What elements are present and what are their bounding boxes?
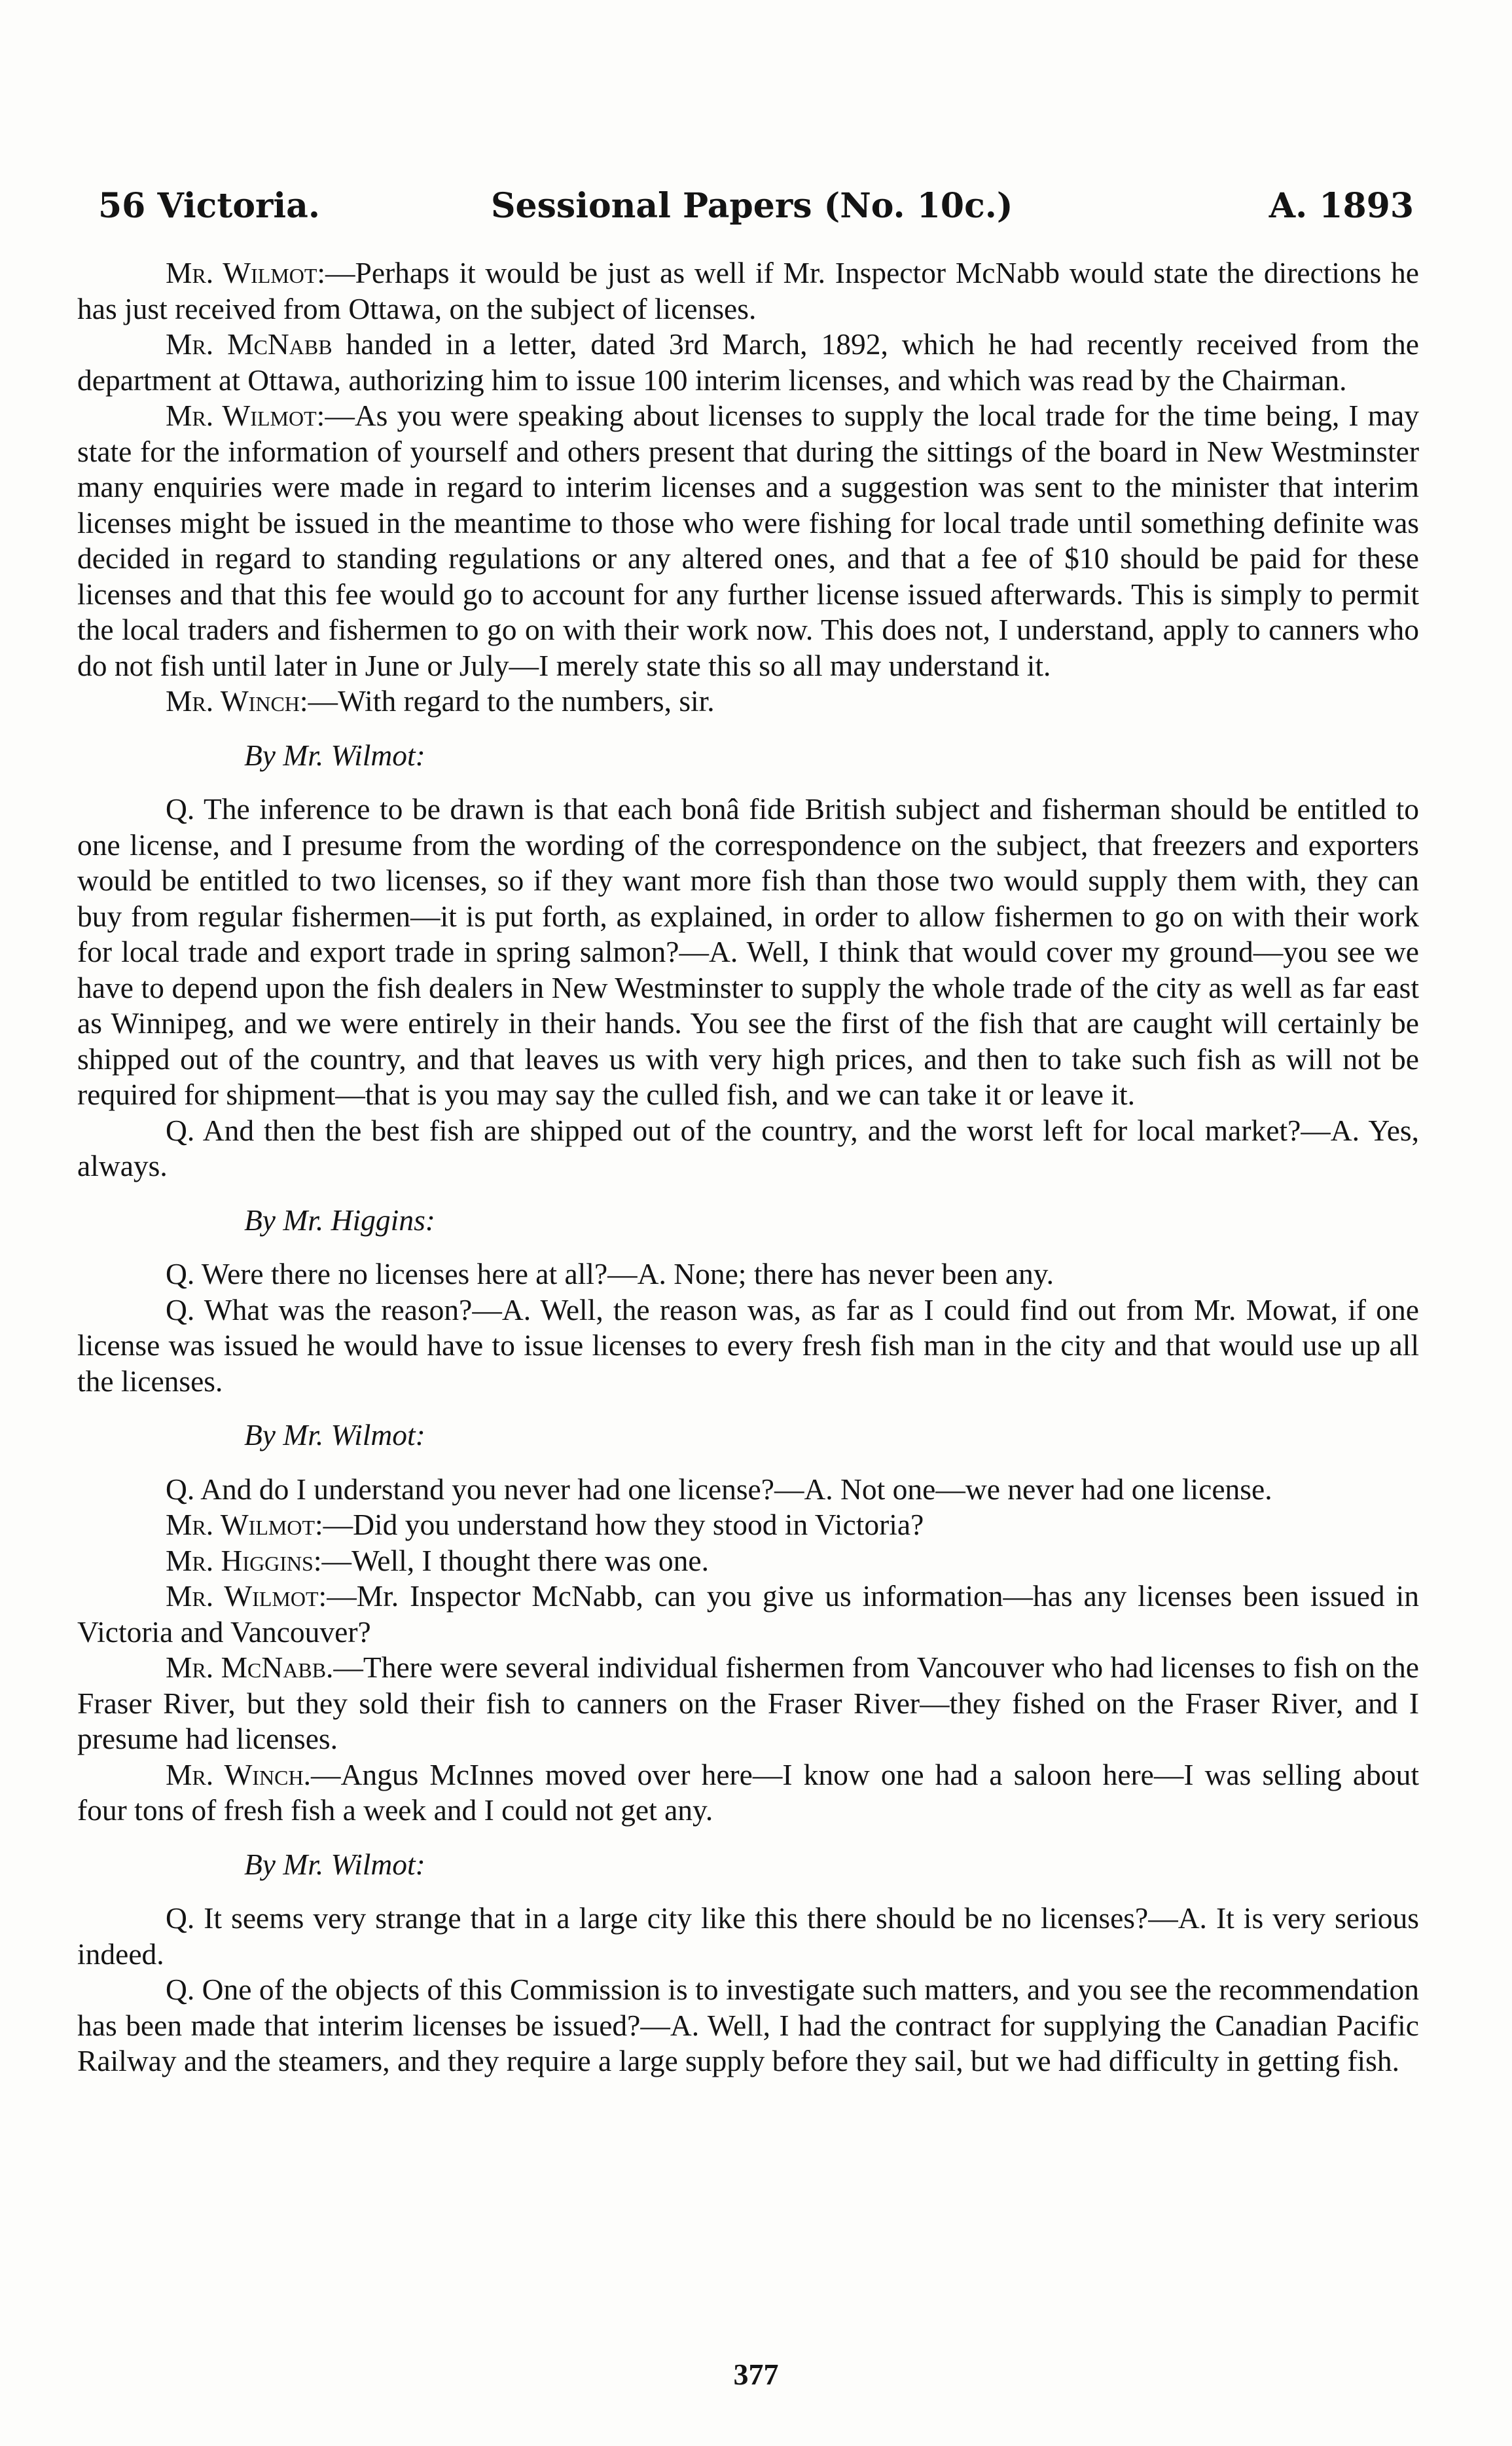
paragraph [77, 327, 1419, 398]
paragraph-text: :—Did you understand how they stood in Victoria? [315, 1508, 924, 1541]
question-answer: Q. The inference to be drawn is that each bonâ fide British subject and fisherman should be entitled to one license, and I presume from the wording of the correspondence on the subject, that freezers and exporters would be entitled to two licenses, so if they want more fish than those two would supply them with, they can buy from regular fishermen—it is put forth, as explained, in order to allow fishermen to go on with their work for local trade and export trade in spring salmon?—A. Well, I think that would cover my ground—you see we have to depend upon the fish dealers in New Westminster to supply the whole trade of the city as well as far east as Winnipeg, and we were entirely in their hands. You see the first of the fish that are caught will certainly be shipped out of the country, and that leaves us with very high prices, and then to take such fish as will not be required for shipment—that is you may say the culled fish, and we can take it or leave it. [77, 792, 1419, 1111]
page-header [98, 177, 1414, 236]
speaker-name: Mr. Wilmot [166, 1508, 315, 1541]
paragraph [77, 1757, 1419, 1829]
section-byline: By Mr. Wilmot: [244, 1418, 425, 1451]
page-number: 377 [733, 2358, 779, 2391]
question-answer [77, 1472, 1419, 1508]
speaker-name: Mr. McNabb [166, 327, 333, 361]
paragraph [77, 1507, 1419, 1543]
speaker-name: Mr. Winch. [166, 1757, 311, 1791]
paragraph-text: :—As you were speaking about licenses to supply the local trade for the time being, I may state for the information of yourself and others present that during the sittings of the board in New Westminster many enquiries were made in regard to interim licenses and a suggestion was sent to the minister that interim licenses might be issued in the meantime to those who were fishing for local trade until something definite was decided in regard to standing regulations or any altered ones, and that a fee of $10 should be paid for these licenses and that this fee would go to account for any further license issued afterwards. This is simply to permit the local traders and fishermen to go on with their work now. This does not, I understand, apply to canners who do not fish until later in June or July—I merely state this so all may understand it. [77, 399, 1419, 682]
paragraph-text: handed in a letter, dated 3rd March, 1892, which he had recently received from the department at Ottawa, authorizing him to issue 100 interim licenses, and which was read by the Chairman. [77, 327, 1419, 397]
question-answer: Q. And then the best fish are shipped out of the country, and the worst left for local market?—A. Yes, always. [77, 1113, 1419, 1182]
speaker-name: Mr. Winch [166, 684, 300, 718]
paragraph-text: —There were several individual fishermen from Vancouver who had licenses to fish on the Fraser River, but they sold their fish to canners on the Fraser River—they fished on the Fraser River, and I presume had licenses. [77, 1651, 1419, 1755]
paragraph [77, 684, 1419, 720]
question-answer: Q. It seems very strange that in a large city like this there should be no licenses?—A. It is very serious indeed. [77, 1901, 1419, 1971]
paragraph [77, 1579, 1419, 1650]
speaker-name: Mr. Wilmot [166, 256, 317, 289]
question-answer: Q. What was the reason?—A. Well, the reason was, as far as I could find out from Mr. Mowat, if one license was issued he would have to issue licenses to every fresh fish man in the city and that would use up all the licenses. [77, 1292, 1419, 1398]
section-byline: By Mr. Wilmot: [244, 1847, 425, 1881]
page-body [77, 255, 1419, 2079]
header-volume: 56 Victoria. [98, 186, 320, 226]
paragraph-text: :—With regard to the numbers, sir. [299, 684, 715, 718]
speaker-name: Mr. McNabb. [166, 1651, 334, 1684]
paragraph [77, 398, 1419, 684]
paragraph-text: :—Perhaps it would be just as well if Mr. Inspector McNabb would state the directions he has just received from Ottawa, on the subject of licenses. [77, 256, 1419, 325]
question-answer: Q. Were there no licenses here at all?—A. None; there has never been any. [166, 1257, 1054, 1290]
paragraph-text: :—Mr. Inspector McNabb, can you give us information—has any licenses been issued in Victoria and Vancouver? [77, 1579, 1419, 1649]
section-byline: By Mr. Higgins: [244, 1203, 435, 1237]
header-title: Sessional Papers (No. 10c.) [491, 186, 1013, 226]
paragraph-text: Q. And do I understand you never had one license?—A. Not one—we never had one license. [166, 1472, 1272, 1506]
header-year: A. 1893 [1269, 186, 1414, 226]
paragraph [77, 255, 1419, 327]
question-answer: Q. One of the objects of this Commission is to investigate such matters, and you see the recommendation has been made that interim licenses be issued?—A. Well, I had the contract for supplying the Canadian Pacific Railway and the steamers, and they require a large supply before they sail, but we had difficulty in getting fish. [77, 1973, 1419, 2077]
paragraph [77, 1543, 1419, 1579]
speaker-name: Mr. Higgins [166, 1543, 314, 1577]
speaker-name: Mr. Wilmot [166, 1579, 319, 1613]
section-byline: By Mr. Wilmot: [244, 738, 425, 772]
paragraph-text: —Angus McInnes moved over here—I know one had a saloon here—I was selling about four tons of fresh fish a week and I could not get any. [77, 1757, 1419, 1827]
paragraph [77, 1650, 1419, 1757]
speaker-name: Mr. Wilmot [166, 399, 317, 432]
paragraph-text: :—Well, I thought there was one. [313, 1543, 709, 1577]
